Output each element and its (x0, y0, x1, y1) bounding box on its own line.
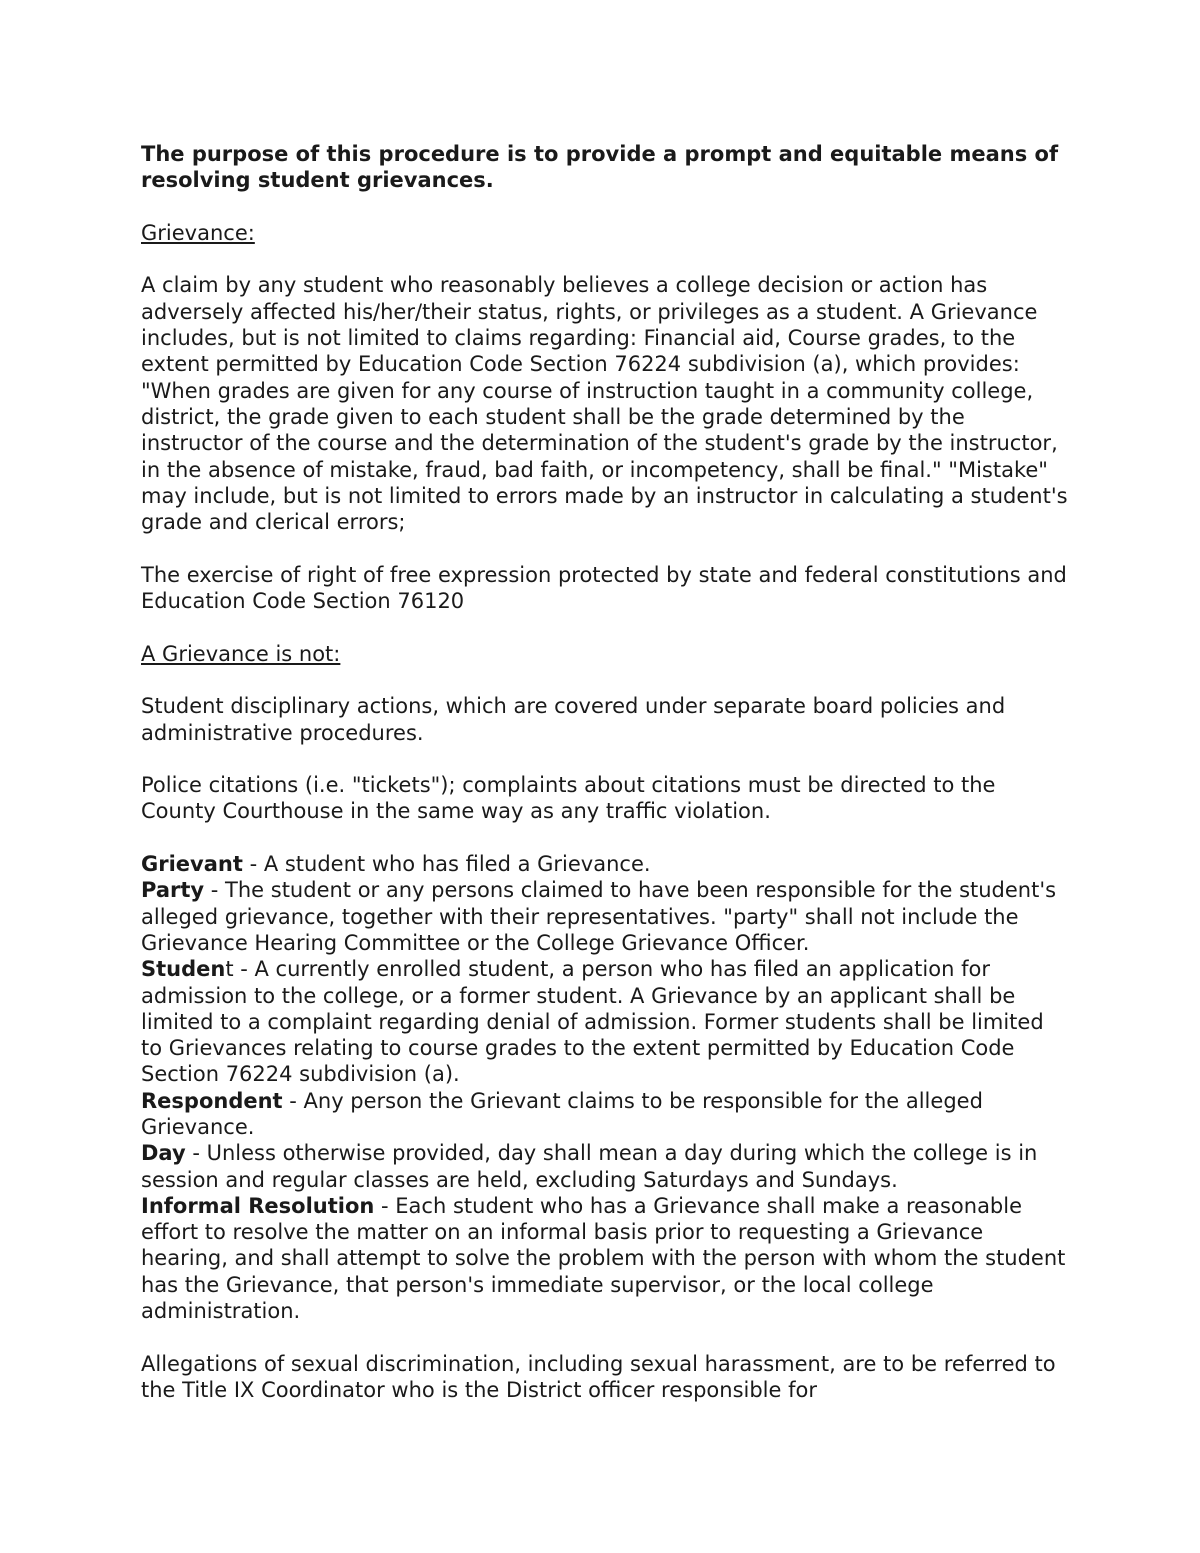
not-grievance-heading-text: A Grievance is not: (141, 641, 341, 666)
term-grievant: Grievant (141, 852, 243, 877)
not-grievance-heading (141, 641, 1071, 667)
definition-student-text: - A currently enrolled student, a person who has filed an application for admission to the college, or a former student. A Grievance by an applicant shall be limited to a complaint regarding denial of admission. Former students shall be limited to Grievances relating to course grades to the extent permitted by Education Code Section 76224 subdivision (a). (141, 957, 1044, 1087)
title-ix-paragraph: Allegations of sexual discrimination, including sexual harassment, are to be referred to the Title IX Coordinator who is the District officer responsible for (141, 1351, 1056, 1402)
definition-party (141, 877, 1071, 956)
definition-grievant (141, 851, 1071, 877)
grievance-heading (141, 220, 1071, 246)
term-party: Party (141, 878, 205, 903)
free-expression-paragraph: The exercise of right of free expression protected by state and federal constitutions and Education Code Section 76120 (141, 562, 1067, 614)
not-item-police-citations: Police citations (i.e. "tickets"); complaints about citations must be directed to the County Courthouse in the same way as any traffic violation. (141, 773, 996, 824)
definition-grievant-text: - A student who has filed a Grievance. (242, 852, 651, 877)
grievance-definition: A claim by any student who reasonably believes a college decision or action has adversely affected his/her/their status, rights, or privileges as a student. A Grievance includes, but is not limited to claims regarding: Financial aid, Course grades, to the extent permitted by Education Code Section 76224 subdivision (a), which provides: "When grades are given for any course of instruction taught in a community college, district, the grade given to each student shall be the grade determined by the instructor of the course and the determination of the student's grade by the instructor, in the absence of mistake, fraud, bad faith, or incompetency, shall be final." "Mistake" may include, but is not limited to errors made by an instructor in calculating a student's grade and clerical errors; (141, 273, 1068, 535)
term-student-rest: t (225, 957, 234, 982)
term-day: Day (141, 1141, 186, 1166)
document-page (141, 141, 1071, 1403)
definition-respondent-text: - Any person the Grievant claims to be responsible for the alleged Grievance. (141, 1088, 983, 1139)
term-respondent: Respondent (141, 1088, 283, 1113)
term-informal-resolution: Informal Resolution (141, 1193, 375, 1218)
definition-day-text: - Unless otherwise provided, day shall mean a day during which the college is in session and regular classes are held, excluding Saturdays and Sundays. (141, 1141, 1038, 1192)
grievance-heading-text: Grievance: (141, 220, 255, 245)
definition-day (141, 1140, 1071, 1193)
definition-informal-resolution (141, 1193, 1071, 1324)
not-item-disciplinary: Student disciplinary actions, which are covered under separate board policies and administrative procedures. (141, 694, 1006, 745)
definition-respondent (141, 1088, 1071, 1141)
definition-informal-resolution-text: - Each student who has a Grievance shall make a reasonable effort to resolve the matter on an informal basis prior to requesting a Grievance hearing, and shall attempt to solve the problem with the person with whom the student has the Grievance, that person's immediate supervisor, or the local college administration. (141, 1193, 1066, 1324)
definition-party-text: - The student or any persons claimed to have been responsible for the student's alleged grievance, together with their representatives. "party" shall not include the Grievance Hearing Committee or the College Grievance Officer. (141, 878, 1057, 955)
definition-student (141, 956, 1071, 1087)
intro-statement: The purpose of this procedure is to provide a prompt and equitable means of resolving student grievances. (141, 142, 1059, 193)
term-student: Studen (141, 957, 226, 982)
